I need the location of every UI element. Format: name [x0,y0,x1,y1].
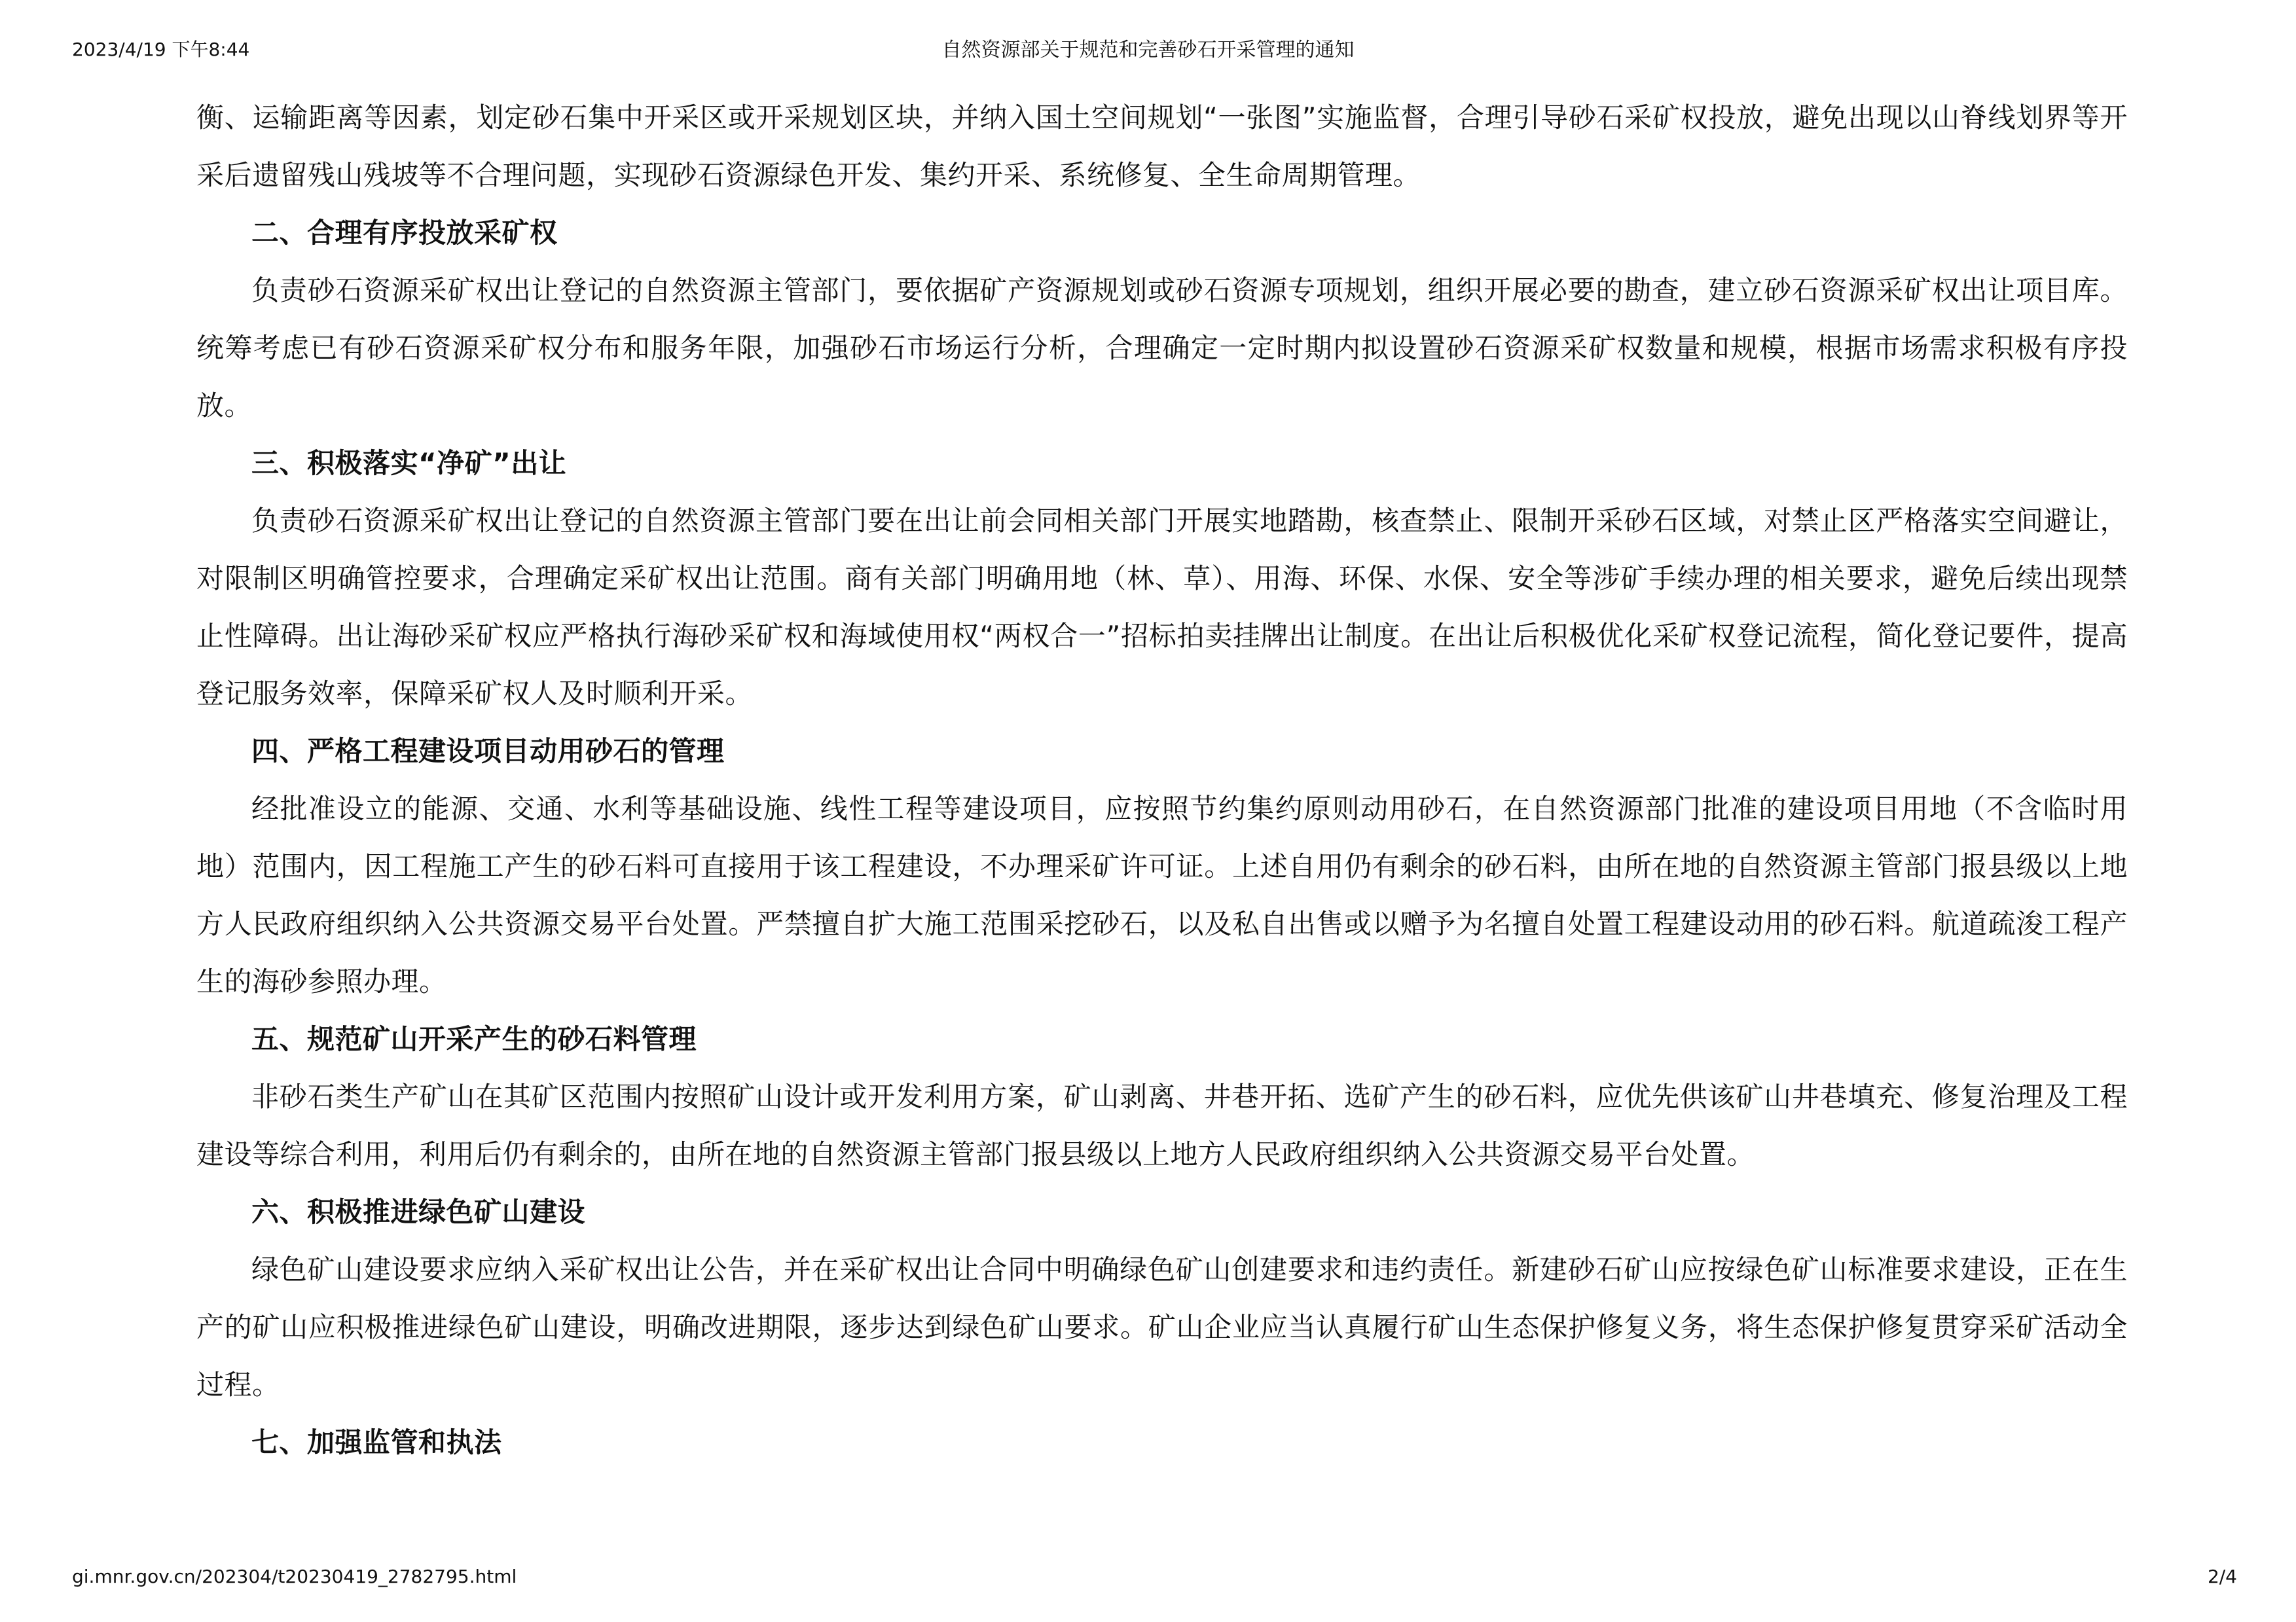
section-paragraph-6: 绿色矿山建设要求应纳入采矿权出让公告，并在采矿权出让合同中明确绿色矿山创建要求和违约责任。新建砂石矿山应按绿色矿山标准要求建设，正在生产的矿山应积极推进绿色矿山建设，明确改进期限，逐步达到绿色矿山要求。矿山企业应当认真履行矿山生态保护修复义务，将生态保护修复贯穿采矿活动全过程。 [196,1253,2128,1401]
source-url: gi.mnr.gov.cn/202304/t20230419_2782795.html [72,1566,517,1587]
section-heading-5: 五、规范矿山开采产生的砂石料管理 [251,1023,697,1055]
section-paragraph-3: 负责砂石资源采矿权出让登记的自然资源主管部门要在出让前会同相关部门开展实地踏勘，核查禁止、限制开采砂石区域，对禁止区严格落实空间避让，对限制区明确管控要求，合理确定采矿权出让范围。商有关部门明确用地（林、草）、用海、环保、水保、安全等涉矿手续办理的相关要求，避免后续出现禁止性障碍。出让海砂采矿权应严格执行海砂采矿权和海域使用权“两权合一”招标拍卖挂牌出让制度。在出让后积极优化采矿权登记流程，简化登记要件，提高登记服务效率，保障采矿权人及时顺利开采。 [196,505,2128,710]
document-body [196,89,2128,1471]
print-timestamp: 2023/4/19 下午8:44 [72,39,250,60]
section-heading-4: 四、严格工程建设项目动用砂石的管理 [251,735,725,767]
print-footer [0,1558,2296,1597]
section-heading-3: 三、积极落实“净矿”出让 [251,447,567,479]
section-paragraph-4: 经批准设立的能源、交通、水利等基础设施、线性工程等建设项目，应按照节约集约原则动用砂石，在自然资源部门批准的建设项目用地（不含临时用地）范围内，因工程施工产生的砂石料可直接用于该工程建设，不办理采矿许可证。上述自用仍有剩余的砂石料，由所在地的自然资源主管部门报县级以上地方人民政府组织纳入公共资源交易平台处置。严禁擅自扩大施工范围采挖砂石，以及私自出售或以赠予为名擅自处置工程建设动用的砂石料。航道疏浚工程产生的海砂参照办理。 [196,793,2128,998]
section-heading-2: 二、合理有序投放采矿权 [251,217,558,249]
print-header [0,0,2296,62]
page-title: 自然资源部关于规范和完善砂石开采管理的通知 [941,39,1355,62]
intro-continuation-paragraph: 衡、运输距离等因素，划定砂石集中开采区或开采规划区块，并纳入国土空间规划“一张图”实施监督，合理引导砂石采矿权投放，避免出现以山脊线划界等开采后遗留残山残坡等不合理问题，实现砂石资源绿色开发、集约开采、系统修复、全生命周期管理。 [196,101,2128,191]
section-paragraph-5: 非砂石类生产矿山在其矿区范围内按照矿山设计或开发利用方案，矿山剥离、井巷开拓、选矿产生的砂石料，应优先供该矿山井巷填充、修复治理及工程建设等综合利用，利用后仍有剩余的，由所在地的自然资源主管部门报县级以上地方人民政府组织纳入公共资源交易平台处置。 [196,1081,2128,1170]
section-heading-7: 七、加强监管和执法 [251,1426,502,1458]
page-number: 2/4 [2207,1566,2237,1587]
section-heading-6: 六、积极推进绿色矿山建设 [251,1196,586,1228]
section-paragraph-2: 负责砂石资源采矿权出让登记的自然资源主管部门，要依据矿产资源规划或砂石资源专项规划，组织开展必要的勘查，建立砂石资源采矿权出让项目库。统筹考虑已有砂石资源采矿权分布和服务年限，加强砂石市场运行分析，合理确定一定时期内拟设置砂石资源采矿权数量和规模，根据市场需求积极有序投放。 [196,274,2128,422]
